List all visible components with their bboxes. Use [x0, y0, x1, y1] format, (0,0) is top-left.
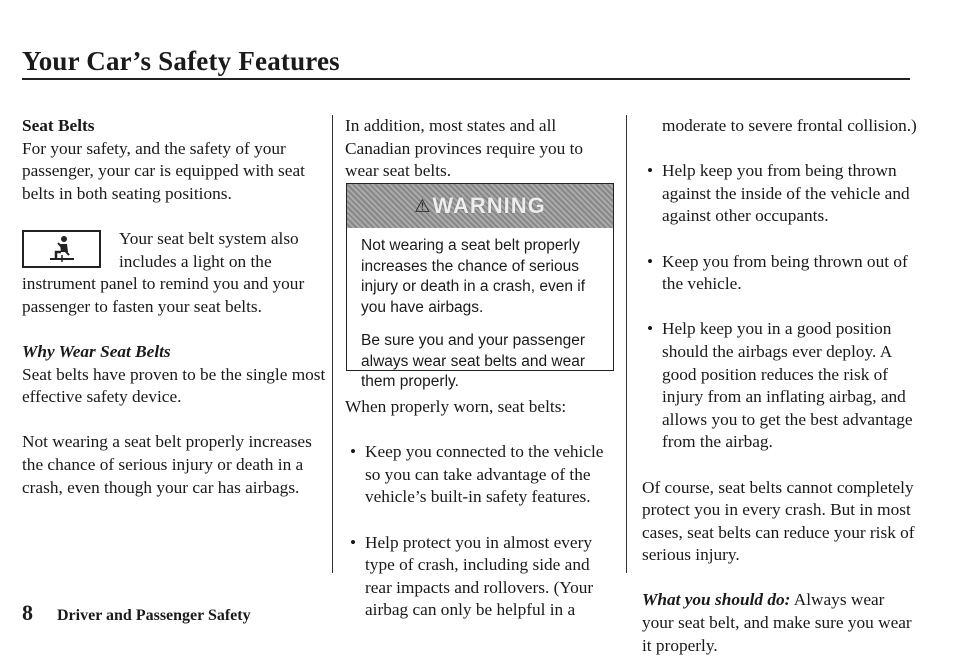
column-1 — [22, 115, 327, 499]
warning-title: WARNING — [432, 193, 546, 218]
seat-belt-reminder-icon — [22, 230, 101, 268]
column-3 — [642, 115, 917, 657]
bullet-good-position: • Help keep you in a good position should the airbags ever deploy. A good position reduces the risk of injury from an inflating airbag, and allows you to get the best advantage from the airbag. — [642, 318, 917, 454]
page-title: Your Car’s Safety Features — [22, 46, 340, 76]
warning-box — [346, 183, 614, 390]
section-name: Driver and Passenger Safety — [57, 607, 251, 624]
warning-text-1: Not wearing a seat belt properly increases the chance of serious injury or death in a crash, even if you have airbags. — [361, 237, 586, 316]
belt-text-line2: includes a light on the — [119, 251, 272, 271]
of-course-text: Of course, seat belts cannot completely protect you in every crash. But in most cases, seat belts can reduce your risk of serious injury. — [642, 477, 915, 565]
warning-triangle-icon: ⚠ — [414, 195, 431, 217]
column-divider-2 — [626, 115, 627, 573]
page-number: 8 — [22, 600, 33, 625]
column-2-lower — [345, 396, 620, 622]
why-wear-text: Seat belts have proven to be the single most effective safety device. — [22, 364, 326, 407]
belt-reminder-block — [22, 228, 327, 318]
belt-text-rest: instrument panel to remind you and your passenger to fasten your seat belts. — [22, 274, 305, 316]
why-wear-heading: Why Wear Seat Belts — [22, 341, 171, 361]
bullet-thrown-against: • Help keep you from being thrown against the inside of the vehicle and against other occupants. — [642, 160, 917, 228]
header-rule — [22, 78, 910, 80]
when-worn-text: When properly worn, seat belts: — [345, 397, 567, 416]
belt-text-line1: Your seat belt system also — [119, 228, 299, 248]
page-footer — [22, 600, 251, 626]
warning-text-2: Be sure you and your passenger always wear seat belts and wear them properly. — [361, 332, 586, 390]
continued-text: moderate to severe frontal collision.) — [662, 116, 917, 135]
bullet-thrown-out: • Keep you from being thrown out of the vehicle. — [642, 251, 917, 296]
what-you-should-do — [642, 589, 917, 657]
seat-belts-heading: Seat Belts — [22, 116, 95, 135]
col2-intro: In addition, most states and all Canadian provinces require you to wear seat belts. — [345, 116, 584, 181]
bullet-protect: • Help protect you in almost every type of crash, including side and rear impacts and rollovers. (Your airbag can only be helpful in a — [345, 532, 620, 622]
not-wearing-text: Not wearing a seat belt properly increases the chance of serious injury or death in a crash, even though your car has airbags. — [22, 432, 312, 497]
column-divider-1 — [332, 115, 333, 573]
warning-banner — [347, 184, 613, 228]
what-label: What you should do: — [642, 590, 791, 610]
column-2 — [345, 115, 620, 183]
what-text: Always wear your seat belt, and make sure you wear it properly. — [642, 590, 912, 655]
seat-belts-intro: For your safety, and the safety of your passenger, your car is equipped with seat belts in both seating positions. — [22, 138, 305, 203]
bullet-connected: • Keep you connected to the vehicle so you can take advantage of the vehicle’s built-in safety features. — [345, 441, 620, 509]
